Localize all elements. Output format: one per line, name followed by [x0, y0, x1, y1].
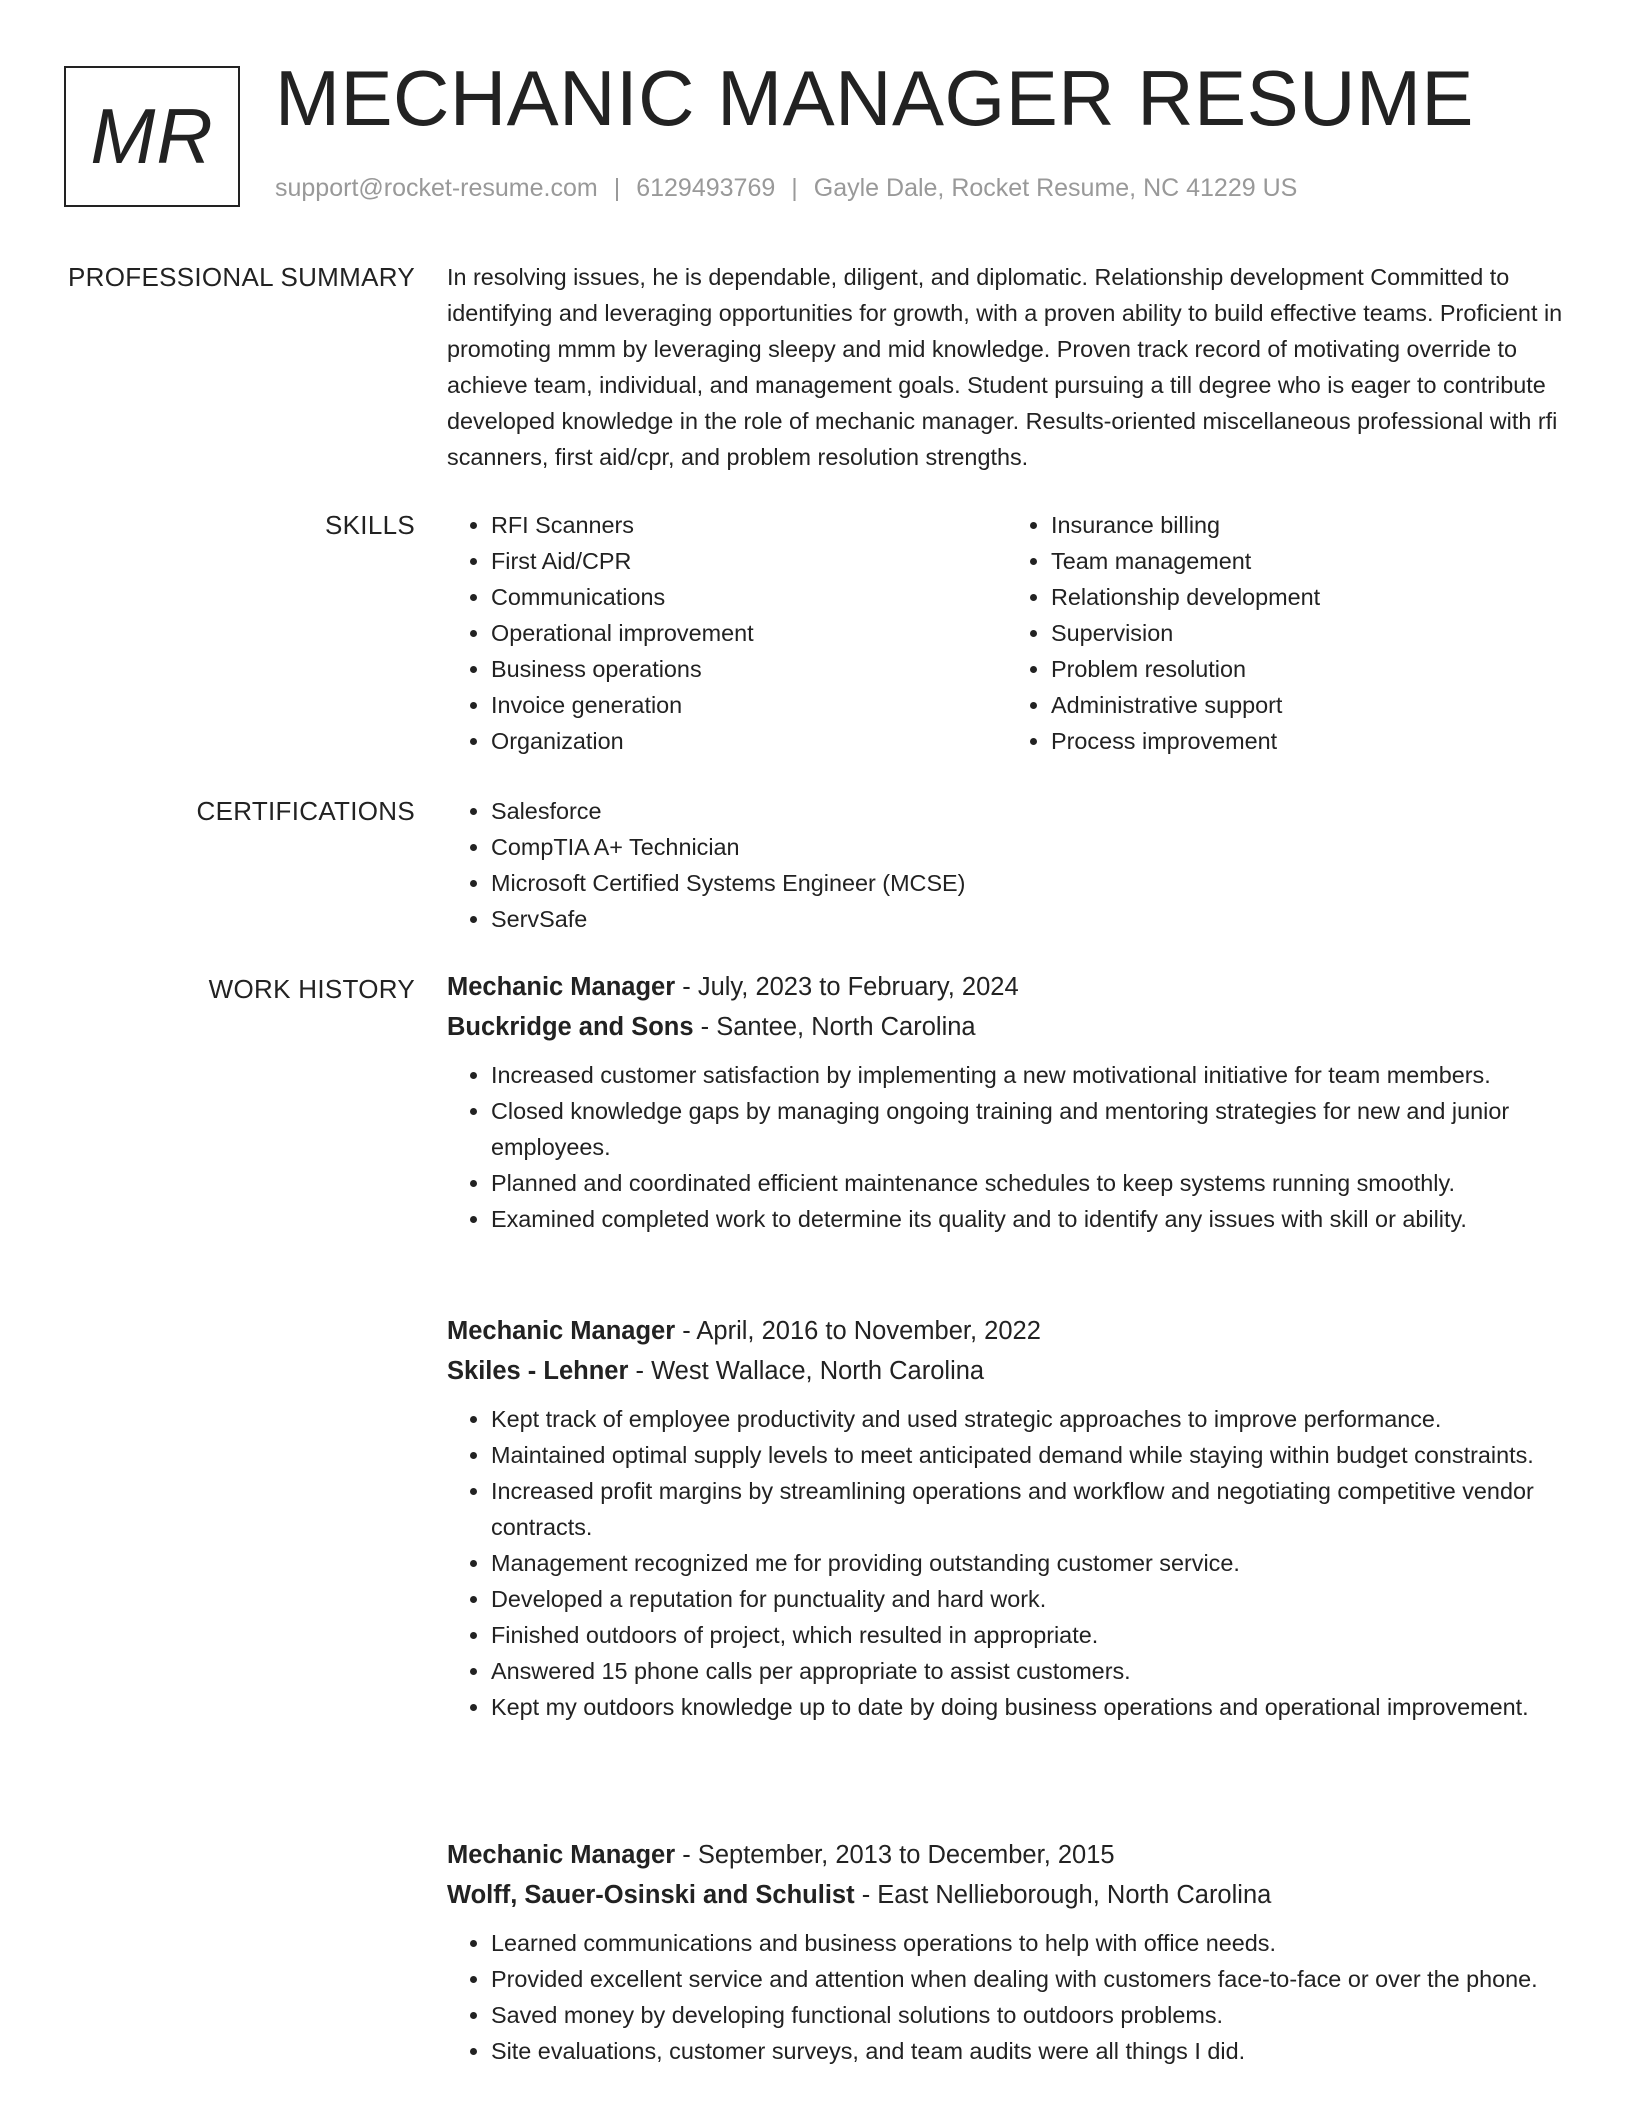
monogram-logo: MR	[64, 66, 240, 207]
certification-item: • ServSafe	[491, 901, 1567, 937]
job-company: Skiles - Lehner	[447, 1357, 629, 1385]
job-bullet: • Finished outdoors of project, which resulted in appropriate.	[491, 1617, 1567, 1653]
job-location: - Santee, North Carolina	[693, 1013, 976, 1041]
job-bullet: • Management recognized me for providing outstanding customer service.	[491, 1545, 1567, 1581]
skill-item: • Insurance billing	[1051, 507, 1567, 543]
skill-item: • Administrative support	[1051, 687, 1567, 723]
contact-email[interactable]: support@rocket-resume.com	[275, 174, 598, 202]
skill-item: • Problem resolution	[1051, 651, 1567, 687]
summary-text: In resolving issues, he is dependable, diligent, and diplomatic. Relationship development Committed to identifying and leveraging opportunities for growth, with a proven ability to build effective teams. Proficient in promoting mmm by leveraging sleepy and mid knowledge. Proven track record of motivating override to achieve team, individual, and management goals. Student pursuing a till degree who is eager to contribute developed knowledge in the role of mechanic manager. Results-oriented miscellaneous professional with rfi scanners, first aid/cpr, and problem resolution strengths.	[447, 264, 1563, 470]
job-dates: - July, 2023 to February, 2024	[675, 973, 1019, 1001]
job-bullet: • Saved money by developing functional solutions to outdoors problems.	[491, 1997, 1567, 2033]
skill-item: • RFI Scanners	[491, 507, 1007, 543]
job-bullets	[447, 1401, 1567, 1725]
job-title-line	[447, 967, 1567, 1007]
skill-item: • Invoice generation	[491, 687, 1007, 723]
contact-line	[275, 174, 1297, 203]
contact-separator: |	[613, 174, 621, 202]
job-bullet: • Developed a reputation for punctuality and hard work.	[491, 1581, 1567, 1617]
job-company: Wolff, Sauer-Osinski and Schulist	[447, 1881, 855, 1909]
skill-item: • First Aid/CPR	[491, 543, 1007, 579]
job-bullet: • Provided excellent service and attention when dealing with customers face-to-face or over the phone.	[491, 1961, 1567, 1997]
job-company-line	[447, 1351, 1567, 1391]
job-bullet: • Closed knowledge gaps by managing ongoing training and mentoring strategies for new and junior employees.	[491, 1093, 1567, 1165]
job-entry	[447, 1835, 1567, 2069]
contact-address: Gayle Dale, Rocket Resume, NC 41229 US	[813, 174, 1298, 202]
job-location: - East Nellieborough, North Carolina	[854, 1881, 1272, 1909]
certification-item: • Salesforce	[491, 793, 1567, 829]
job-location: - West Wallace, North Carolina	[628, 1357, 985, 1385]
job-company: Buckridge and Sons	[447, 1013, 694, 1041]
section-heading-summary: PROFESSIONAL SUMMARY	[68, 262, 415, 292]
skill-item: • Communications	[491, 579, 1007, 615]
certification-item: • CompTIA A+ Technician	[491, 829, 1567, 865]
job-bullets	[447, 1925, 1567, 2069]
contact-phone[interactable]: 6129493769	[636, 174, 776, 202]
contact-separator: |	[791, 174, 798, 202]
resume-title: MECHANIC MANAGER RESUME	[275, 54, 1474, 142]
job-bullet: • Planned and coordinated efficient maintenance schedules to keep systems running smoothly.	[491, 1165, 1567, 1201]
job-bullet: • Kept my outdoors knowledge up to date by doing business operations and operational improvement.	[491, 1689, 1567, 1725]
skills-list-left	[447, 507, 1007, 759]
skill-item: • Organization	[491, 723, 1007, 759]
skill-item: • Supervision	[1051, 615, 1567, 651]
job-title: Mechanic Manager	[447, 1841, 676, 1869]
job-company-line	[447, 1007, 1567, 1047]
job-bullet: • Increased profit margins by streamlining operations and workflow and negotiating competitive vendor contracts.	[491, 1473, 1567, 1545]
job-bullet: • Kept track of employee productivity and used strategic approaches to improve performance.	[491, 1401, 1567, 1437]
job-title-line	[447, 1311, 1567, 1351]
job-bullet: • Site evaluations, customer surveys, and team audits were all things I did.	[491, 2033, 1567, 2069]
certification-item: • Microsoft Certified Systems Engineer (MCSE)	[491, 865, 1567, 901]
job-bullet: • Maintained optimal supply levels to meet anticipated demand while staying within budget constraints.	[491, 1437, 1567, 1473]
job-bullets	[447, 1057, 1567, 1237]
section-heading-work-history: WORK HISTORY	[208, 974, 415, 1004]
job-bullet: • Answered 15 phone calls per appropriate to assist customers.	[491, 1653, 1567, 1689]
skill-item: • Business operations	[491, 651, 1007, 687]
certifications-list	[447, 793, 1567, 937]
job-bullet: • Increased customer satisfaction by implementing a new motivational initiative for team members.	[491, 1057, 1567, 1093]
section-heading-certifications: CERTIFICATIONS	[196, 796, 415, 826]
skill-item: • Team management	[1051, 543, 1567, 579]
section-heading-skills: SKILLS	[325, 510, 415, 540]
skill-item: • Relationship development	[1051, 579, 1567, 615]
job-entry	[447, 967, 1567, 1237]
job-company-line	[447, 1875, 1567, 1915]
job-title: Mechanic Manager	[447, 973, 676, 1001]
job-bullet: • Examined completed work to determine its quality and to identify any issues with skill or ability.	[491, 1201, 1567, 1237]
skill-item: • Operational improvement	[491, 615, 1007, 651]
job-dates: - September, 2013 to December, 2015	[675, 1841, 1115, 1869]
job-entry	[447, 1311, 1567, 1725]
job-bullet: • Learned communications and business operations to help with office needs.	[491, 1925, 1567, 1961]
job-dates: - April, 2016 to November, 2022	[675, 1317, 1041, 1345]
job-title-line	[447, 1835, 1567, 1875]
job-title: Mechanic Manager	[447, 1317, 676, 1345]
skill-item: • Process improvement	[1051, 723, 1567, 759]
skills-list-right	[1007, 507, 1567, 759]
